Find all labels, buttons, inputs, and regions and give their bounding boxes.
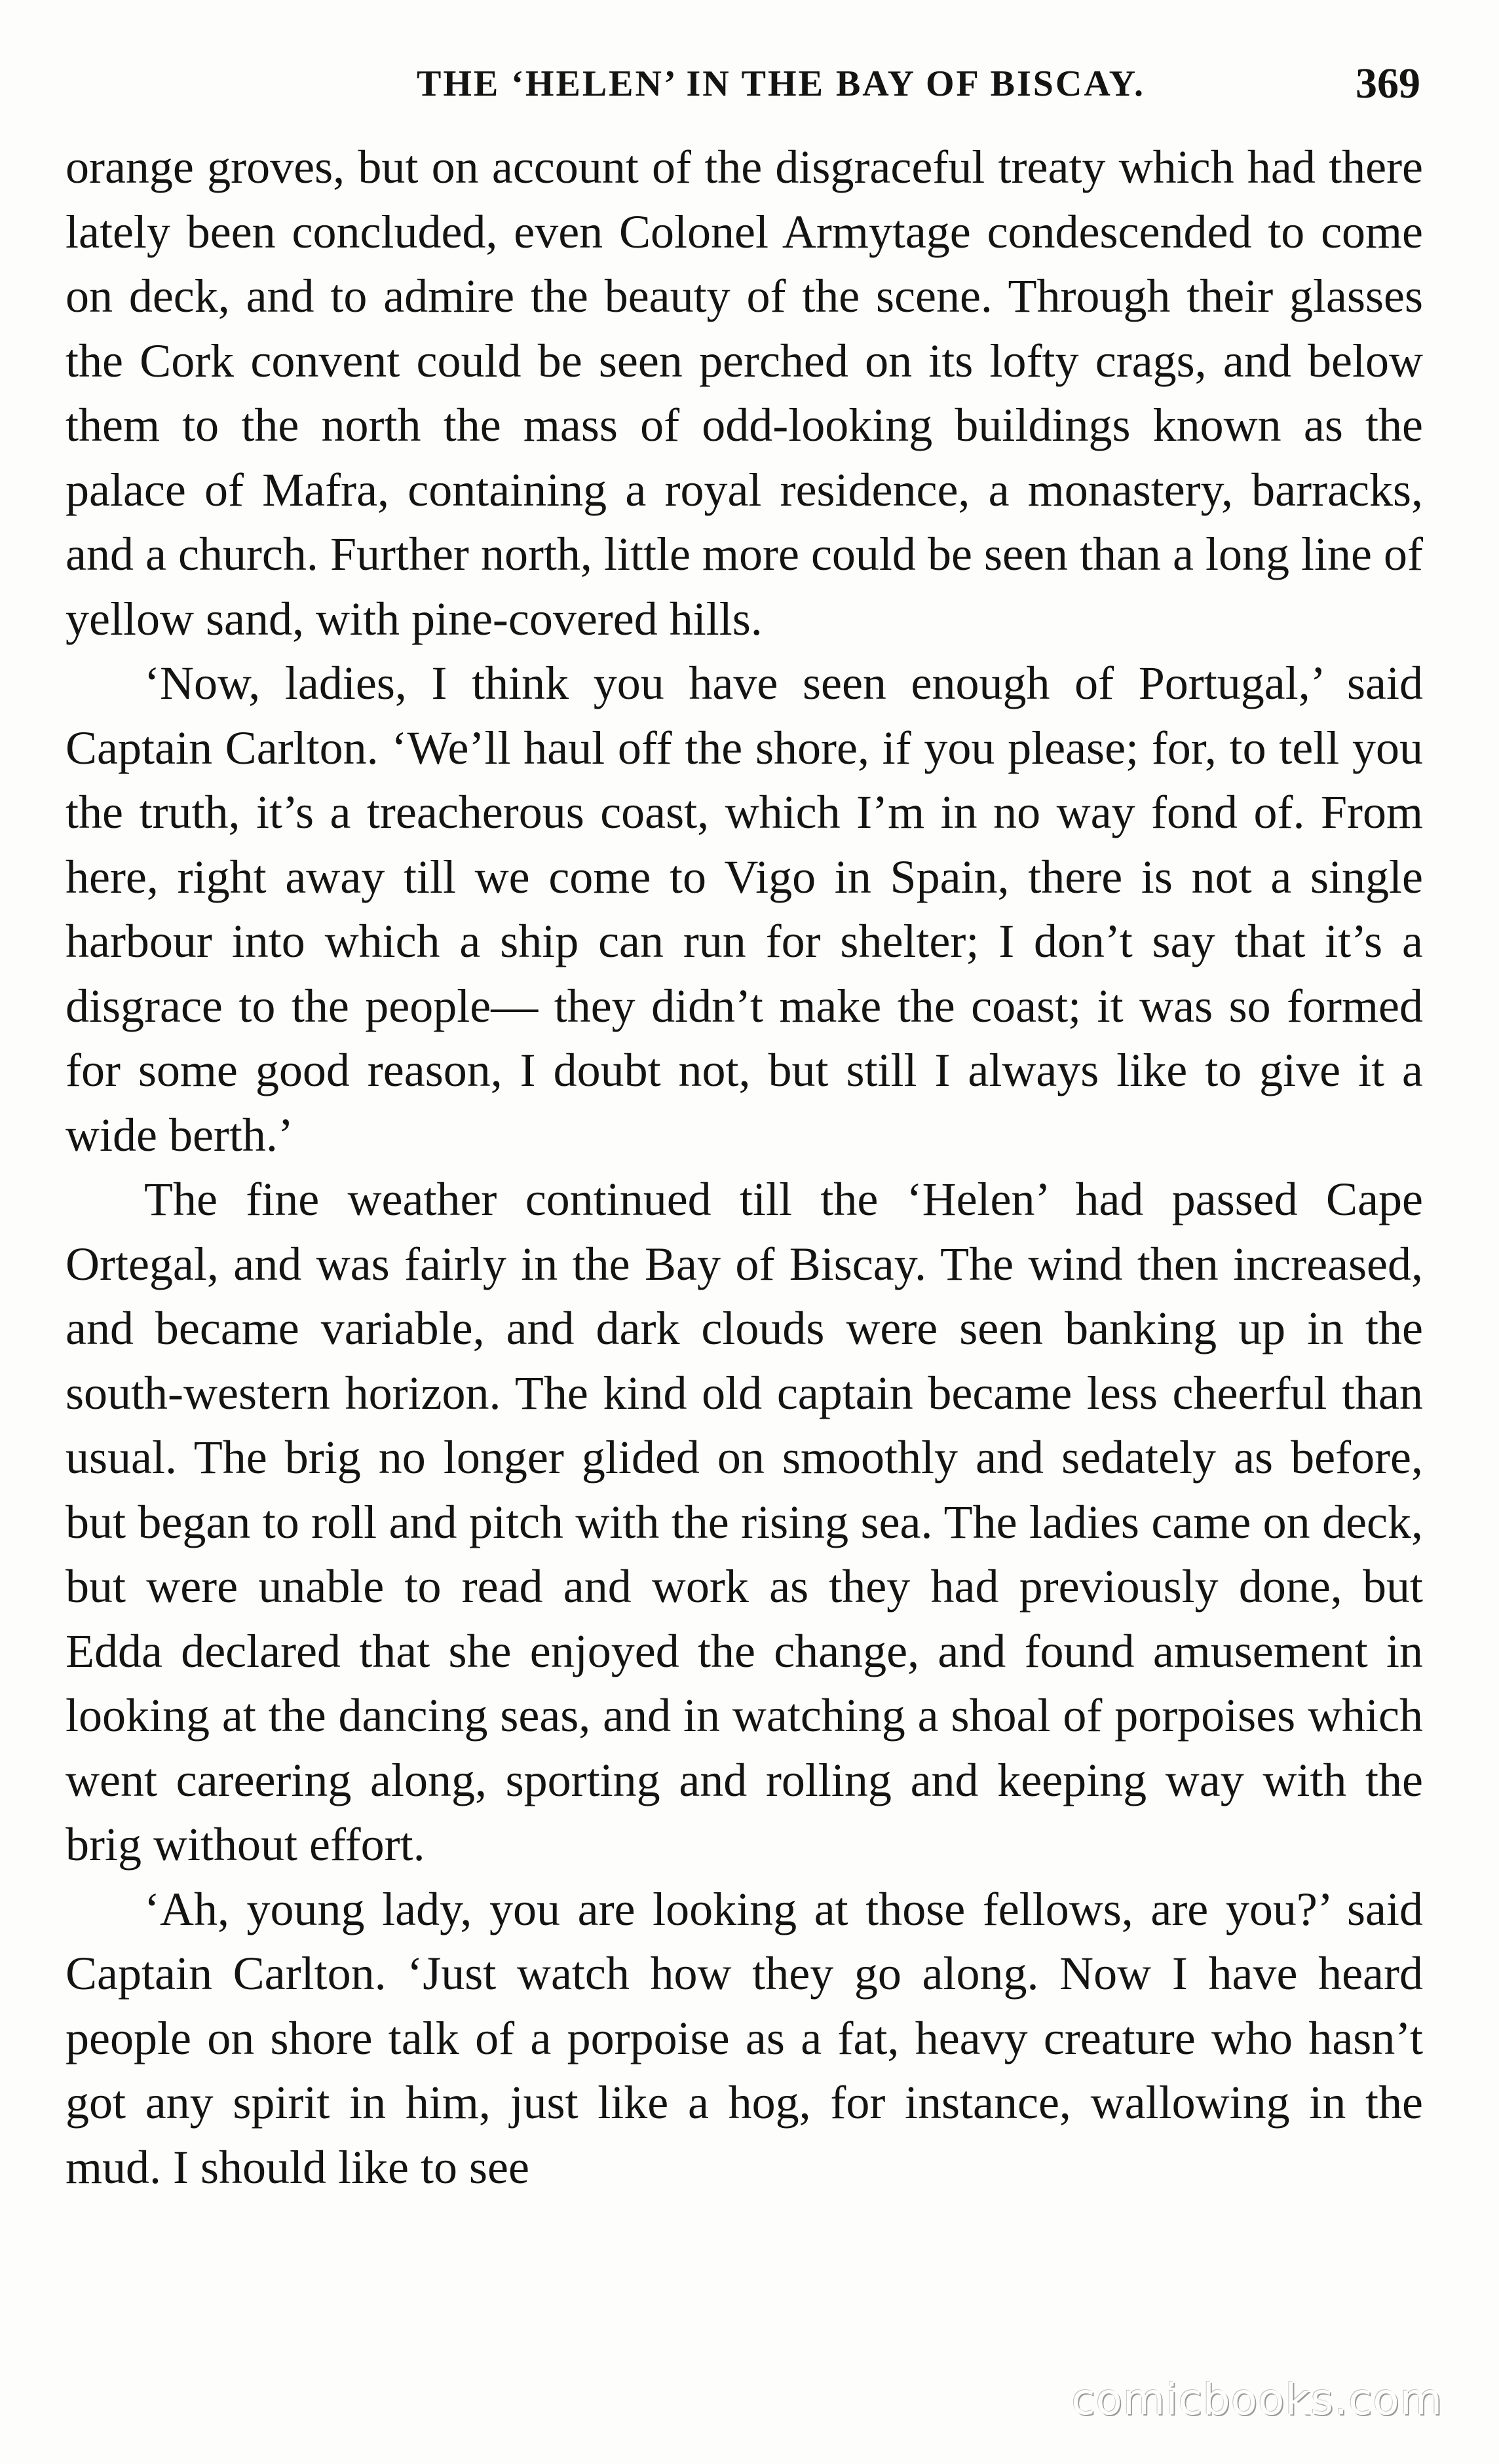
paragraph-3: The fine weather continued till the ‘Helen’ had passed Cape Ortegal, and was fairly in the Bay of Biscay. The wind then increased, and became variable, and dark clouds were seen banking up in the south-western horizon. The kind old captain became less cheerful than usual. The brig no longer glided on smoothly and sedately as before, but began to roll and pitch with the rising sea. The ladies came on deck, but were unable to read and work as they had previously done, but Edda declared that she enjoyed the change, and found amusement in looking at the dancing seas, and in watching a shoal of porpoises which went careering along, sporting and rolling and keeping way with the brig without effort. (66, 1173, 1423, 1871)
watermark: comicbooks.com (1071, 2374, 1443, 2425)
paragraph-1: orange groves, but on account of the disgraceful treaty which had there lately been concluded, even Colonel Armytage condescended to come on deck, and to admire the beauty of the scene. Through their glasses the Cork convent could be seen perched on its lofty crags, and below them to the north the mass of odd-looking buildings known as the palace of Mafra, containing a royal residence, a monastery, barracks, and a church. Further north, little more could be seen than a long line of yellow sand, with pine-covered hills. (66, 141, 1423, 645)
running-title: THE ‘HELEN’ IN THE BAY OF BISCAY. (417, 64, 1145, 104)
running-head (63, 51, 1420, 117)
body-text (66, 135, 1423, 2199)
page-number: 369 (1356, 60, 1420, 107)
paragraph-2: ‘Now, ladies, I think you have seen enough of Portugal,’ said Captain Carlton. ‘We’ll haul off the shore, if you please; for, to tell you the truth, it’s a treacherous coast, which I’m in no way fond of. From here, right away till we come to Vigo in Spain, there is not a single harbour into which a ship can run for shelter; I don’t say that it’s a disgrace to the people— they didn’t make the coast; it was so formed for some good reason, I doubt not, but still I always like to give it a wide berth.’ (66, 657, 1423, 1161)
paragraph-4: ‘Ah, young lady, you are looking at those fellows, are you?’ said Captain Carlton. ‘Just watch how they go along. Now I have heard people on shore talk of a porpoise as a fat, heavy creature who hasn’t got any spirit in him, just like a hog, for instance, wallowing in the mud. I should like to see (66, 1882, 1423, 2193)
